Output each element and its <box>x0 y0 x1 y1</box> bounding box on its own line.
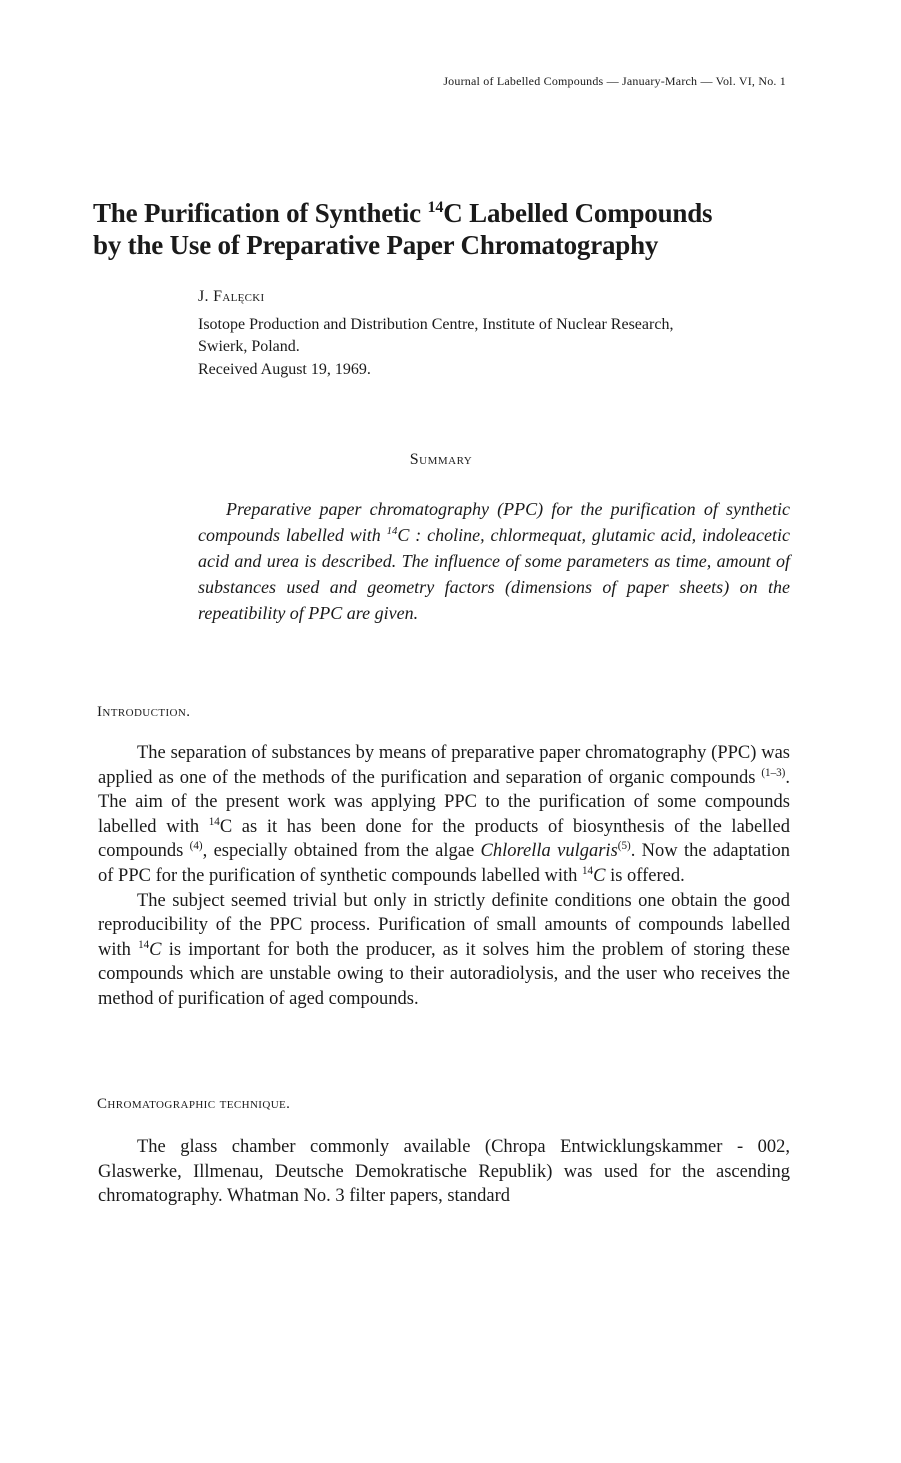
introduction-heading: Introduction. <box>97 704 191 720</box>
technique-heading: Chromatographic technique. <box>97 1096 291 1112</box>
introduction-body <box>98 741 790 1012</box>
author-name: J. Falęcki <box>198 288 265 305</box>
technique-body <box>98 1135 790 1209</box>
author-affiliation: Isotope Production and Distribution Centre, Institute of Nuclear Research, Swierk, Poland. <box>198 316 674 355</box>
summary-heading: Summary <box>409 451 473 468</box>
running-head: Journal of Labelled Compounds — January-March — Vol. VI, No. 1 <box>443 74 786 88</box>
received-date: Received August 19, 1969. <box>198 361 371 378</box>
introduction-paragraph-2: The subject seemed trivial but only in strictly definite conditions one obtain the good reproducibility of the PPC process. Purification of small amounts of compounds labelled with $^{14}$C is important for both the producer, as it solves him the problem of storing these compounds which are unstable owing to their autoradiolysis, and the user who receives the method of purification of aged compounds. <box>98 890 791 1009</box>
introduction-paragraph-1: The separation of substances by means of preparative paper chromatography (PPC) was applied as one of the methods of the purification and separation of organic compounds $^{(1-3)}$. The aim of the present work was applying PPC to the purification of some compounds labelled with $^{14}$C as it has been done for the products of biosynthesis of the labelled compounds $^{(4)}$, especially obtained from the algae Chlorella vulgaris$^{(5)}$. Now the adaptation of PPC for the purification of synthetic compounds labelled with $^{14}$C is offered. <box>98 743 790 886</box>
article-title: The Purification of Synthetic $^{14}$C Labelled Compounds by the Use of Preparative Paper Chromatography <box>93 198 713 260</box>
technique-paragraph-1: The glass chamber commonly available (Chropa Entwicklungskammer - 002, Glaswerke, Illmenau, Deutsche Demokratische Republik) was used for the ascending chromatography. Whatman No. 3 filter papers, standard <box>98 1137 790 1207</box>
summary-text: Preparative paper chromatography (PPC) for the purification of synthetic compounds labelled with $^{14}$C : choline, chlormequat, glutamic acid, indoleacetic acid and urea is described. The influence of some parameters as time, amount of substances used and geometry factors (dimensions of paper sheets) on the repeatibility of PPC are given. <box>198 499 790 623</box>
title-superscript: 14 <box>427 198 444 216</box>
